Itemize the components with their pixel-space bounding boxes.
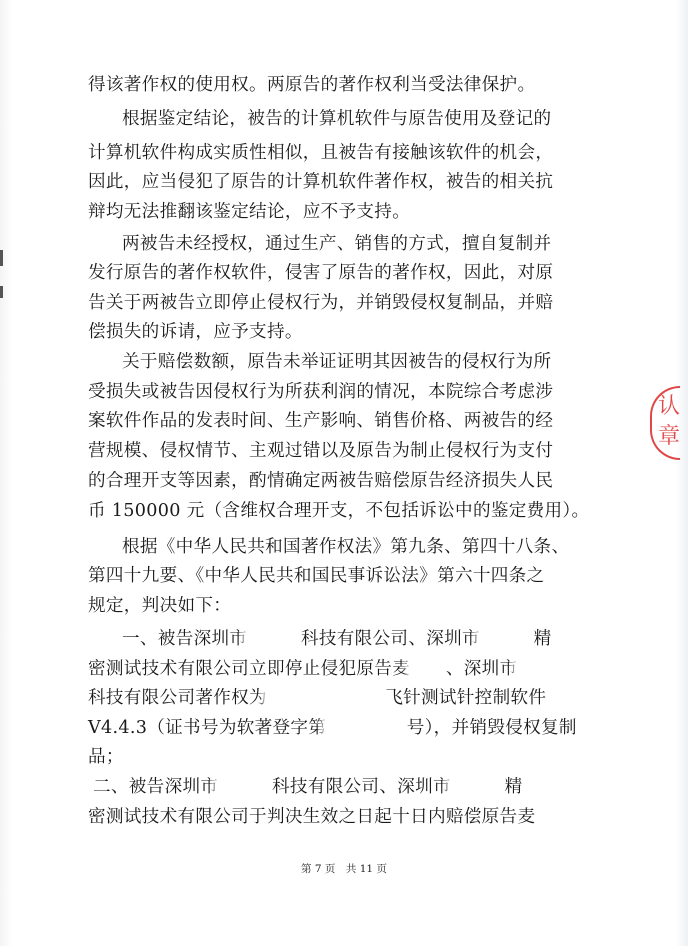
seal-char: 认 bbox=[658, 394, 681, 419]
body-line: 根据鉴定结论，被告的计算机软件与原告使用及登记的 bbox=[122, 109, 552, 129]
body-line: 两被告未经授权，通过生产、销售的方式，擅自复制并 bbox=[122, 234, 552, 254]
body-line: 偿损失的诉请，应予支持。 bbox=[88, 322, 303, 342]
page-number-footer: 第 7 页 共 11 页 bbox=[301, 863, 387, 875]
text-span: 科技有限公司、深圳市 bbox=[271, 777, 451, 797]
text-span: 、深圳市 bbox=[445, 659, 518, 679]
redaction bbox=[451, 776, 505, 798]
court-seal-fragment bbox=[650, 386, 680, 460]
body-line: 营规模、侵权情节、主观过错以及原告为制止侵权行为支付 bbox=[88, 441, 554, 461]
judgment-item-1-line: 品； bbox=[88, 747, 124, 767]
judgment-item-2 bbox=[93, 776, 563, 798]
text-span: V4.4.3（证书号为软著登字第 bbox=[88, 718, 327, 738]
text-span: 号），并销毁侵权复制 bbox=[406, 718, 577, 738]
judgment-item-1-line bbox=[88, 658, 558, 680]
text-span: 密测试技术有限公司立即停止侵犯原告麦 bbox=[88, 659, 411, 679]
body-line: 受损失或被告因侵权行为所获利润的情况，本院综合考虑涉 bbox=[88, 382, 554, 402]
redaction bbox=[410, 658, 446, 680]
seal-char: 章 bbox=[658, 424, 681, 449]
judgment-item-1-line bbox=[88, 687, 558, 709]
body-line: 得该著作权的使用权。两原告的著作权利当受法律保护。 bbox=[88, 75, 536, 95]
redaction bbox=[517, 658, 553, 680]
redaction bbox=[218, 776, 272, 798]
text-span: 一、被告深圳市 bbox=[122, 629, 248, 649]
body-line: 的合理开支等因素，酌情确定两被告赔偿原告经济损失人民 bbox=[88, 471, 554, 491]
binding-mark bbox=[0, 250, 3, 266]
redaction bbox=[247, 628, 301, 650]
body-line: 币 150000 元（含维权合理开支，不包括诉讼中的鉴定费用）。 bbox=[88, 501, 590, 521]
judgment-item-1-line bbox=[88, 717, 577, 739]
judgment-item-2-line: 密测试技术有限公司于判决生效之日起十日内赔偿原告麦 bbox=[88, 807, 536, 827]
body-line: 发行原告的著作权软件，侵害了原告的著作权，因此，对原 bbox=[88, 263, 554, 283]
redaction bbox=[480, 628, 534, 650]
binding-mark bbox=[0, 286, 3, 298]
text-span: 科技有限公司著作权为 bbox=[88, 688, 267, 708]
body-line: 计算机软件构成实质性相似，且被告有接触该软件的机会， bbox=[88, 143, 554, 163]
body-line: 辩均无法推翻该鉴定结论，应不予支持。 bbox=[88, 202, 411, 222]
text-span: 精 bbox=[504, 777, 523, 797]
body-line: 规定，判决如下： bbox=[88, 596, 232, 616]
redaction bbox=[267, 687, 385, 709]
body-line: 告关于两被告立即停止侵权行为，并销毁侵权复制品，并赔 bbox=[88, 293, 554, 313]
judgment-item-1 bbox=[122, 628, 558, 650]
body-line: 第四十九要、《中华人民共和国民事诉讼法》第六十四条之 bbox=[88, 566, 545, 586]
text-span: 精 bbox=[533, 629, 552, 649]
text-span: 二、被告深圳市 bbox=[93, 777, 219, 797]
body-line: 根据《中华人民共和国著作权法》第九条、第四十八条、 bbox=[122, 537, 570, 557]
body-line: 案软件作品的发表时间、生产影响、销售价格、两被告的经 bbox=[88, 411, 554, 431]
text-span: 科技有限公司、深圳市 bbox=[300, 629, 480, 649]
body-line: 因此，应当侵犯了原告的计算机软件著作权，被告的相关抗 bbox=[88, 172, 554, 192]
redaction bbox=[326, 717, 406, 739]
body-line: 关于赔偿数额，原告未举证证明其因被告的侵权行为所 bbox=[122, 352, 552, 372]
text-span: 飞针测试针控制软件 bbox=[385, 688, 547, 708]
